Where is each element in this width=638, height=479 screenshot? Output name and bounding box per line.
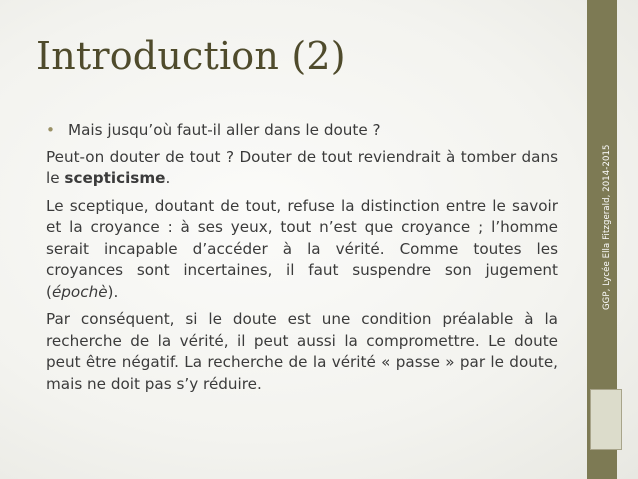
slide-content (46, 120, 558, 395)
p2-end: ). (107, 282, 119, 301)
bullet-dot-icon: • (46, 121, 55, 139)
p1-text: Peut-on douter de tout ? Douter de tout reviendrait à tomber dans le (46, 147, 558, 187)
p2-text: Le sceptique, doutant de tout, refuse la distinction entre le savoir et la croyance : à ses yeux, tout n’est que croyance ; l’homme serait incapable d’accéder à la vérité. Comme toutes les croyances sont incertaines, il faut suspendre son jugement ( (46, 196, 558, 301)
sidebar-footer-text: GGP, Lycée Ella Fitzgerald, 2014-2015 (602, 144, 612, 310)
p2-italic-term: épochè (51, 282, 108, 301)
p1-bold-term: scepticisme (64, 169, 166, 187)
paragraph-sceptique (46, 196, 558, 304)
paragraph-scepticisme (46, 147, 558, 190)
bullet-text: Mais jusqu’où faut-il aller dans le doute ? (68, 121, 381, 139)
bullet-item (46, 120, 558, 142)
sidebar-box (590, 389, 622, 450)
slide-title: Introduction (2) (36, 34, 346, 78)
paragraph-consequence: Par conséquent, si le doute est une condition préalable à la recherche de la vérité, il peut aussi la compromettre. Le doute peut être négatif. La recherche de la vérité « passe » par le doute, mais ne doit pas s’y réduire. (46, 310, 558, 393)
p1-end: . (165, 169, 171, 187)
